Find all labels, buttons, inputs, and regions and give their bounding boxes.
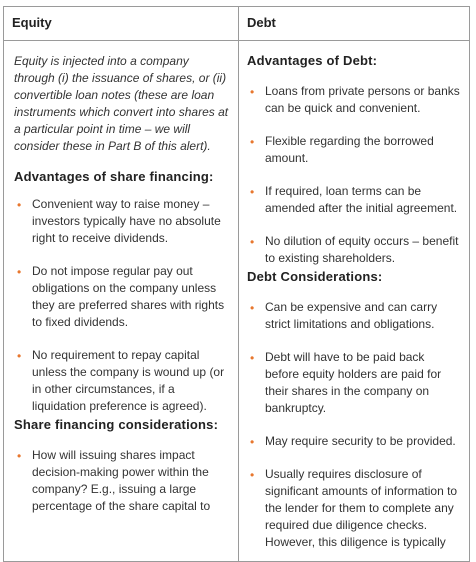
equity-advantages-title: Advantages of share financing: — [14, 169, 214, 184]
debt-considerations-list — [247, 299, 461, 551]
bullet-icon: • — [17, 198, 22, 212]
bullet-icon: • — [250, 468, 255, 482]
list-item: • Convenient way to raise money – investors typically have no absolute right to receive dividends. — [17, 197, 221, 245]
comparison-table — [3, 6, 470, 562]
header-debt: Debt — [247, 15, 276, 30]
table-header-row — [4, 7, 469, 41]
bullet-icon: • — [250, 135, 255, 149]
debt-advantages-title: Advantages of Debt: — [247, 53, 378, 68]
bullet-icon: • — [250, 435, 255, 449]
bullet-icon: • — [250, 235, 255, 249]
list-item: • Can be expensive and can carry strict limitations and obligations. — [250, 300, 438, 331]
list-item: • May require security to be provided. — [250, 434, 456, 449]
equity-considerations-title: Share financing considerations: — [14, 417, 219, 432]
bullet-icon: • — [250, 351, 255, 365]
equity-column — [4, 41, 239, 561]
list-item: • Debt will have to be paid back before equity holders are paid for their shares in the company on bankruptcy. — [250, 350, 442, 415]
bullet-icon: • — [250, 301, 255, 315]
equity-intro: Equity is injected into a company through (i) the issuance of shares, or (ii) convertible loan notes (these are loan instruments which convert into shares at a particular point in time – we will consider these in Part B of this alert). — [14, 54, 229, 153]
list-item: • Loans from private persons or banks can be quick and convenient. — [250, 84, 460, 115]
list-item: • How will issuing shares impact decision-making power within the company? E.g., issuing a large percentage of the share capital to — [17, 448, 211, 513]
list-item: • If required, loan terms can be amended after the initial agreement. — [250, 184, 458, 215]
list-item: • No requirement to repay capital unless the company is wound up (or in other circumstances, if a liquidation preference is agreed). — [17, 348, 225, 413]
bullet-icon: • — [17, 449, 22, 463]
bullet-icon: • — [17, 265, 22, 279]
list-item: • Do not impose regular pay out obligations on the company unless they are preferred shares with rights to fixed dividends. — [17, 264, 225, 329]
list-item: • Flexible regarding the borrowed amount. — [250, 134, 434, 165]
bullet-icon: • — [17, 349, 22, 363]
equity-considerations-list — [14, 447, 230, 515]
list-item: • Usually requires disclosure of significant amounts of information to the lender for them to complete any required due diligence checks. However, this diligence is typically — [250, 467, 458, 549]
debt-considerations-title: Debt Considerations: — [247, 269, 383, 284]
table-body-row — [4, 41, 469, 561]
header-equity: Equity — [4, 7, 239, 40]
bullet-icon: • — [250, 85, 255, 99]
equity-advantages-list — [14, 196, 230, 415]
list-item: • No dilution of equity occurs – benefit to existing shareholders. — [250, 234, 459, 265]
debt-column — [239, 41, 469, 561]
debt-advantages-list — [247, 83, 461, 267]
bullet-icon: • — [250, 185, 255, 199]
